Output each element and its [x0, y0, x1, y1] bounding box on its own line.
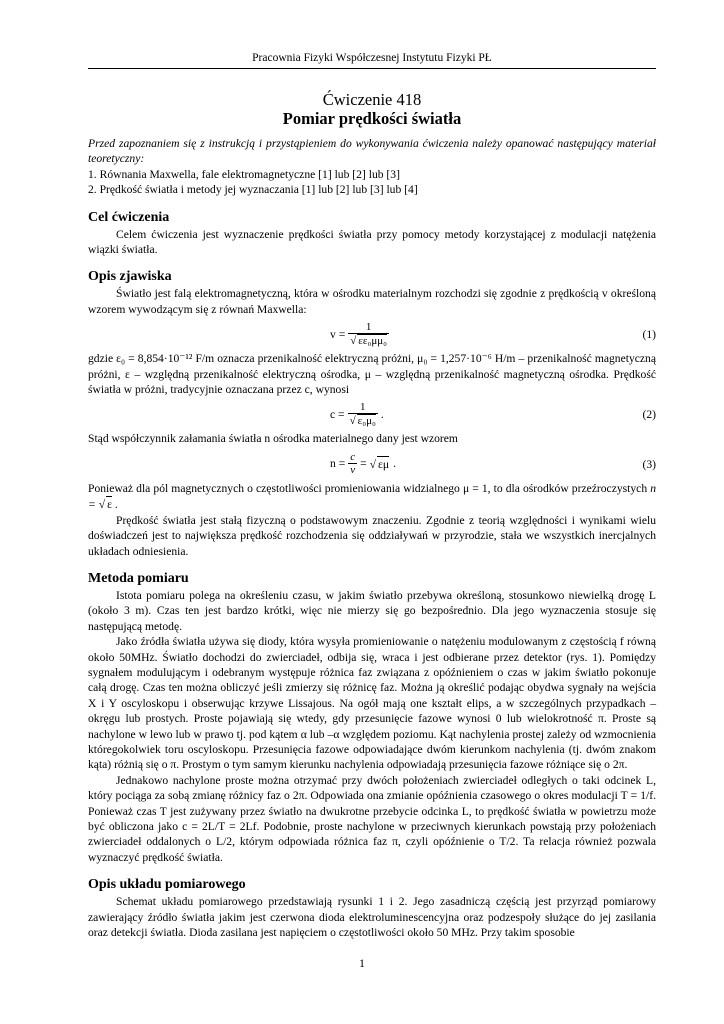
opis-paragraph-2: gdzie ε₀ = 8,854·10⁻¹² F/m oznacza przenikalność elektryczną próżni, μ₀ = 1,257·10⁻⁶ H/m – przenikalność magnetyczną próżni, ε – względną przenikalność elektryczną ośrodka, μ – względną przenikalność magnetyczną ośrodka. Prędkość światła w próżni, tradycyjnie oznaczana przez c, wynosi	[88, 352, 656, 397]
section-heading-uklad: Opis układu pomiarowego	[88, 877, 246, 893]
exercise-number: Ćwiczenie 418	[322, 90, 422, 109]
equation-2-number: (2)	[642, 408, 656, 422]
equation-3-root: εμ	[378, 457, 390, 471]
equation-3	[88, 449, 656, 479]
intro-note: Przed zapoznaniem się z instrukcją i przystąpieniem do wykonywania ćwiczenia należy opanować następujący materiał teoretyczny:	[88, 137, 656, 166]
equation-1-numerator: 1	[365, 320, 372, 333]
equation-3-numerator: c	[350, 450, 356, 463]
opis-paragraph-4-text: Ponieważ dla pól magnetycznych o częstotliwości promieniowania widzialnego μ = 1, to dla ośrodków przeźroczystych	[88, 481, 648, 495]
intro-item-2: 2. Prędkość światła i metody jej wyznaczania [1] lub [2] lub [3] lub [4]	[88, 183, 418, 197]
opis-paragraph-1: Światło jest falą elektromagnetyczną, która w ośrodku materialnym rozchodzi się zgodnie z prędkością v określoną wzorem wywodzącym się z równań Maxwella:	[88, 287, 656, 316]
inline-eq-n: n =	[88, 481, 657, 512]
exercise-title: Pomiar prędkości światła	[282, 109, 462, 128]
opis-paragraph-4: Ponieważ dla pól magnetycznych o częstotliwości promieniowania widzialnego μ = 1, to dla ośrodków przeźroczystych n = √ ε .	[88, 481, 657, 512]
metoda-paragraph-1: Istota pomiaru polega na określeniu czasu, w jakim światło przebywa określoną, stosunkowo niewielką drogę L (około 3 m). Czas ten jest bardzo krótki, więc nie mierzy się go bezpośrednio. Dla jego wyznaczenia stosuje się następującą metodę.	[88, 588, 656, 633]
metoda-paragraph-2: Jako źródła światła używa się diody, która wysyła promieniowanie o natężeniu modulowanym z częstością f równą około 50MHz. Światło dochodzi do zwierciadeł, odbija się, wraca i jest odbierane przez detektor (rys. 1). Pomiędzy sygnałem modulującym i odebranym występuje różnica faz związana z opóźnieniem o czas w jakim światło pokonuje całą drogę. Czas ten można obliczyć jeśli zmierzy się różnicę faz. Można ją określić podając obydwa sygnały na wejścia X i Y oscyloskopu i obserwując krzywe Lissajous. Na ogół mają one kształt elips, a w szczególnych przypadkach – okręgu lub prostych. Proste pojawiają się wtedy, gdy przesunięcie fazowe wynosi 0 lub wielokrotność π. Proste są nachylone w lewo lub w prawo tj. pod kątem α lub –α względem poziomu. Kąt nachylenia prostej zależy od wzmocnienia któregokolwiek toru oscyloskopu. Przesunięcia fazowe odpowiadające dwóm kierunkom nachylenia (tj. dwóm znakom kąta) różnią się o π. Prostym o tym samym kierunku nachylenia odpowiadają przesunięcia fazowe różniące się o 2π.	[88, 635, 656, 772]
section-heading-cel: Cel ćwiczenia	[88, 209, 170, 225]
inline-eq-tail: .	[114, 498, 118, 512]
equation-1-number: (1)	[642, 328, 656, 342]
equation-3-equals: =	[360, 457, 367, 471]
equation-2-denominator-wrap: √ ε₀μ₀	[349, 414, 376, 427]
equation-3-denominator: v	[350, 463, 356, 476]
running-header: Pracownia Fizyki Współczesnej Instytutu Fizyki PŁ	[252, 52, 492, 64]
section-heading-metoda: Metoda pomiaru	[88, 570, 189, 586]
equation-1-denominator: εε₀μμ₀	[358, 334, 387, 347]
header-rule	[88, 68, 656, 69]
intro-item-1: 1. Równania Maxwella, fale elektromagnetyczne [1] lub [2] lub [3]	[88, 167, 400, 181]
equation-2	[88, 399, 656, 429]
equation-1	[88, 319, 656, 349]
uklad-paragraph-1: Schemat układu pomiarowego przedstawiają rysunki 1 i 2. Jego zasadniczą częścią jest przyrząd pomiarowy zawierający źródło światła jakim jest czerwona dioda elektroluminescencyjna oraz podzespoły służące do jej zasilania oraz detekcji światła. Dioda zasilana jest napięciem o częstotliwości około 50 MHz. Przy takim sposobie	[88, 895, 656, 940]
equation-2-tail: .	[380, 407, 384, 421]
equation-2-fraction	[348, 401, 378, 428]
equation-1-fraction	[348, 321, 389, 348]
equation-1-denominator-wrap: √ εε₀μμ₀	[350, 334, 387, 347]
metoda-paragraph-3: Jednakowo nachylone proste można otrzymać przy dwóch położeniach zwierciadeł odległych o taki odcinek L, który pociąga za sobą zmianę różnicy faz o 2π. Odpowiada ona zmianie opóźnienia czasowego o okres modulacji T = 1/f. Ponieważ czas T jest zużywany przez światło na dwukrotne przebycie odcinka L, to prędkość światła w powietrzu może być obliczona jako c = 2L/T = 2Lf. Podobnie, proste nachylone w przeciwnych kierunkach powstają przy położeniach zwierciadeł oddalonych o L/2, którym odpowiada różnica faz π, czyli opóźnienie o T/2. Ta relacja również pozwala wyznaczyć prędkość światła.	[88, 773, 656, 864]
equation-2-numerator: 1	[359, 400, 366, 413]
equation-3-tail: .	[393, 457, 397, 471]
equation-1-lhs: v =	[330, 327, 346, 341]
opis-paragraph-3: Stąd współczynnik załamania światła n ośrodka materialnego dany jest wzorem	[88, 432, 458, 446]
inline-eq-root: ε	[107, 498, 112, 512]
page-number: 1	[359, 956, 365, 970]
opis-paragraph-5: Prędkość światła jest stałą fizyczną o podstawowym znaczeniu. Zgodnie z teorią względności i wynikami wielu doświadczeń jest to największa prędkość rozchodzenia się oddziaływań w przyrodzie, stała we wszystkich inercjalnych układach odniesienia.	[88, 513, 656, 558]
equation-3-number: (3)	[642, 457, 656, 471]
cel-paragraph: Celem ćwiczenia jest wyznaczenie prędkości światła przy pomocy metody korzystającej z modulacji natężenia wiązki światła.	[88, 227, 656, 257]
equation-3-lhs: n =	[330, 457, 346, 471]
equation-3-root-wrap: √ εμ	[369, 457, 390, 471]
page-content	[88, 86, 656, 940]
equation-3-fraction	[348, 451, 357, 477]
equation-2-denominator: ε₀μ₀	[357, 414, 376, 427]
section-heading-opis: Opis zjawiska	[88, 269, 172, 285]
equation-2-lhs: c =	[330, 407, 345, 421]
